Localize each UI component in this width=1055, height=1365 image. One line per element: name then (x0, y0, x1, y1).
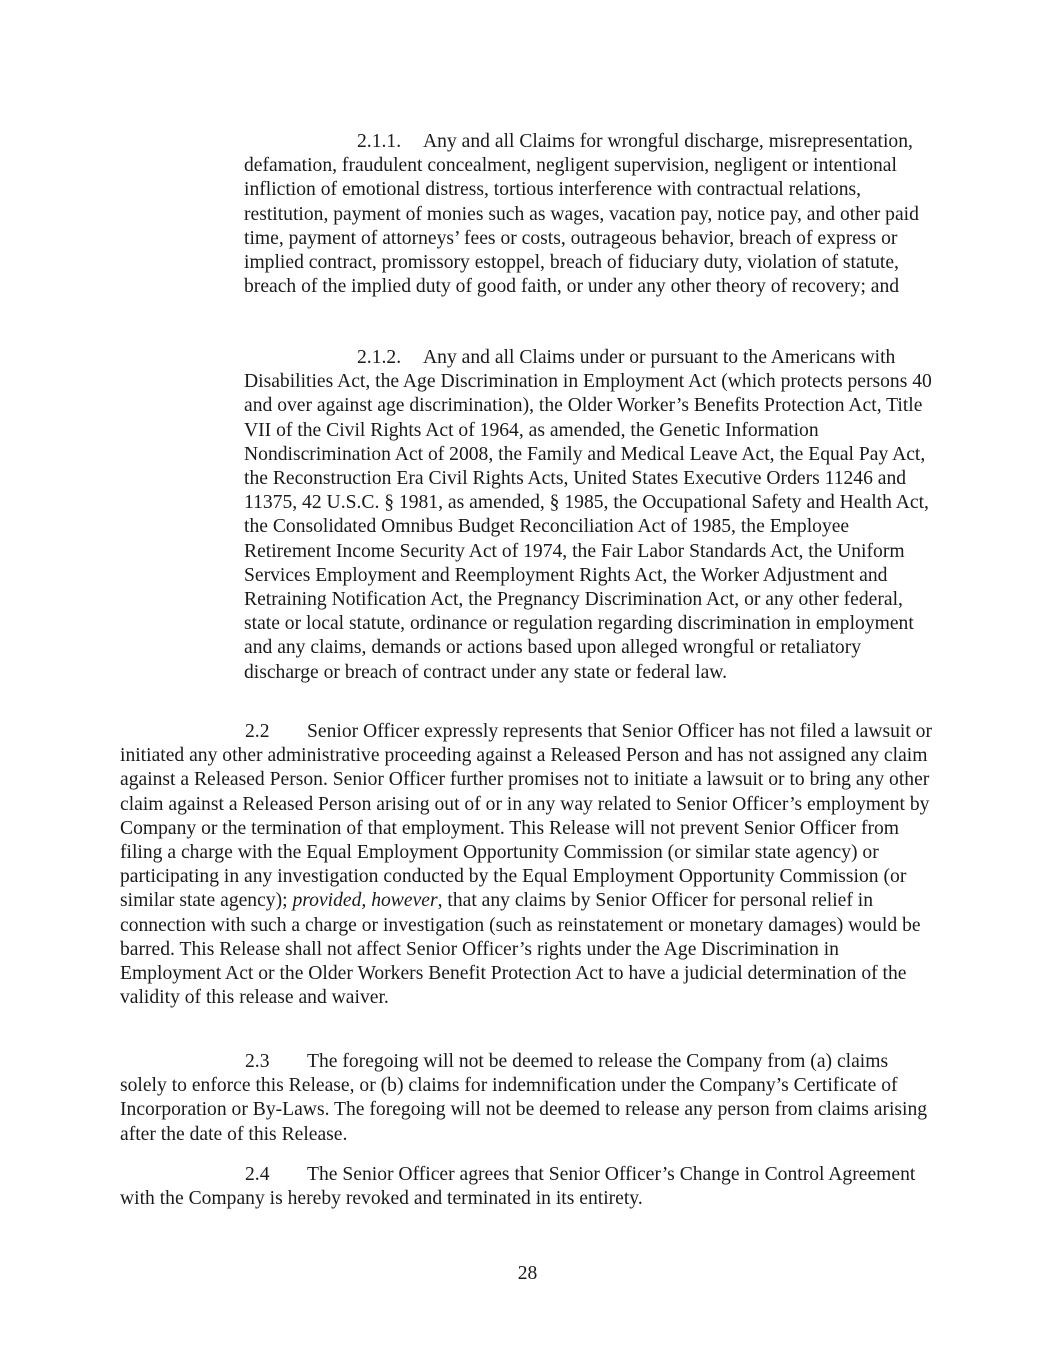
section-2-1-2 (244, 346, 934, 685)
section-text: Any and all Claims under or pursuant to the Americans with Disabilities Act, the Age Discrimination in Employment Act (which protects persons 40 and over against age discrimination), the Older Worker’s Benefits Protection Act, Title VII of the Civil Rights Act of 1964, as amended, the Genetic Information Nondiscrimination Act of 2008, the Family and Medical Leave Act, the Equal Pay Act, the Reconstruction Era Civil Rights Acts, United States Executive Orders 11246 and 11375, 42 U.S.C. § 1981, as amended, § 1985, the Occupational Safety and Health Act, the Consolidated Omnibus Budget Reconciliation Act of 1985, the Employee Retirement Income Security Act of 1974, the Fair Labor Standards Act, the Uniform Services Employment and Reemployment Rights Act, the Worker Adjustment and Retraining Notification Act, the Pregnancy Discrimination Act, or any other federal, state or local statute, ordinance or regulation regarding discrimination in employment and any claims, demands or actions based upon alleged wrongful or retaliatory discharge or breach of contract under any state or federal law. (244, 347, 932, 683)
section-number: 2.2 (245, 721, 270, 742)
page-number: 28 (517, 1263, 538, 1284)
section-2-4 (120, 1163, 935, 1211)
section-2-2 (120, 720, 935, 1010)
section-number: 2.1.1. (357, 131, 402, 152)
section-number: 2.4 (245, 1164, 270, 1185)
section-number: 2.3 (245, 1051, 270, 1072)
section-text: The Senior Officer agrees that Senior Officer’s Change in Control Agreement with the Company is hereby revoked and terminated in its entirety. (120, 1164, 916, 1210)
section-number: 2.1.2. (357, 347, 402, 368)
section-text-italic: provided, however (292, 890, 438, 912)
section-text: The foregoing will not be deemed to release the Company from (a) claims solely to enforce this Release, or (b) claims for indemnification under the Company’s Certificate of Incorporation or By-Laws. The foregoing will not be deemed to release any person from claims arising after the date of this Release. (120, 1051, 928, 1145)
section-2-1-1 (244, 130, 934, 299)
section-2-3 (120, 1050, 935, 1147)
section-text: Senior Officer expressly represents that Senior Officer has not filed a lawsuit or initiated any other administrative proceeding against a Released Person and has not assigned any claim against a Released Person. Senior Officer further promises not to initiate a lawsuit or to bring any other claim against a Released Person arising out of or in any way related to Senior Officer’s employment by Company or the termination of that employment. This Release will not prevent Senior Officer from filing a charge with the Equal Employment Opportunity Commission (or similar state agency) or participating in any investigation conducted by the Equal Employment Opportunity Commission (or similar state agency); (120, 721, 933, 912)
section-text-continued: , that any claims by Senior Officer for personal relief in connection with such a charge or investigation (such as reinstatement or monetary damages) would be barred. This Release shall not affect Senior Officer’s rights under the Age Discrimination in Employment Act or the Older Workers Benefit Protection Act to have a judicial determination of the validity of this release and waiver. (120, 890, 921, 1009)
section-text: Any and all Claims for wrongful discharge, misrepresentation, defamation, fraudulent concealment, negligent supervision, negligent or intentional infliction of emotional distress, tortious interference with contractual relations, restitution, payment of monies such as wages, vacation pay, notice pay, and other paid time, payment of attorneys’ fees or costs, outrageous behavior, breach of express or implied contract, promissory estoppel, breach of fiduciary duty, violation of statute, breach of the implied duty of good faith, or under any other theory of recovery; and (244, 131, 919, 298)
